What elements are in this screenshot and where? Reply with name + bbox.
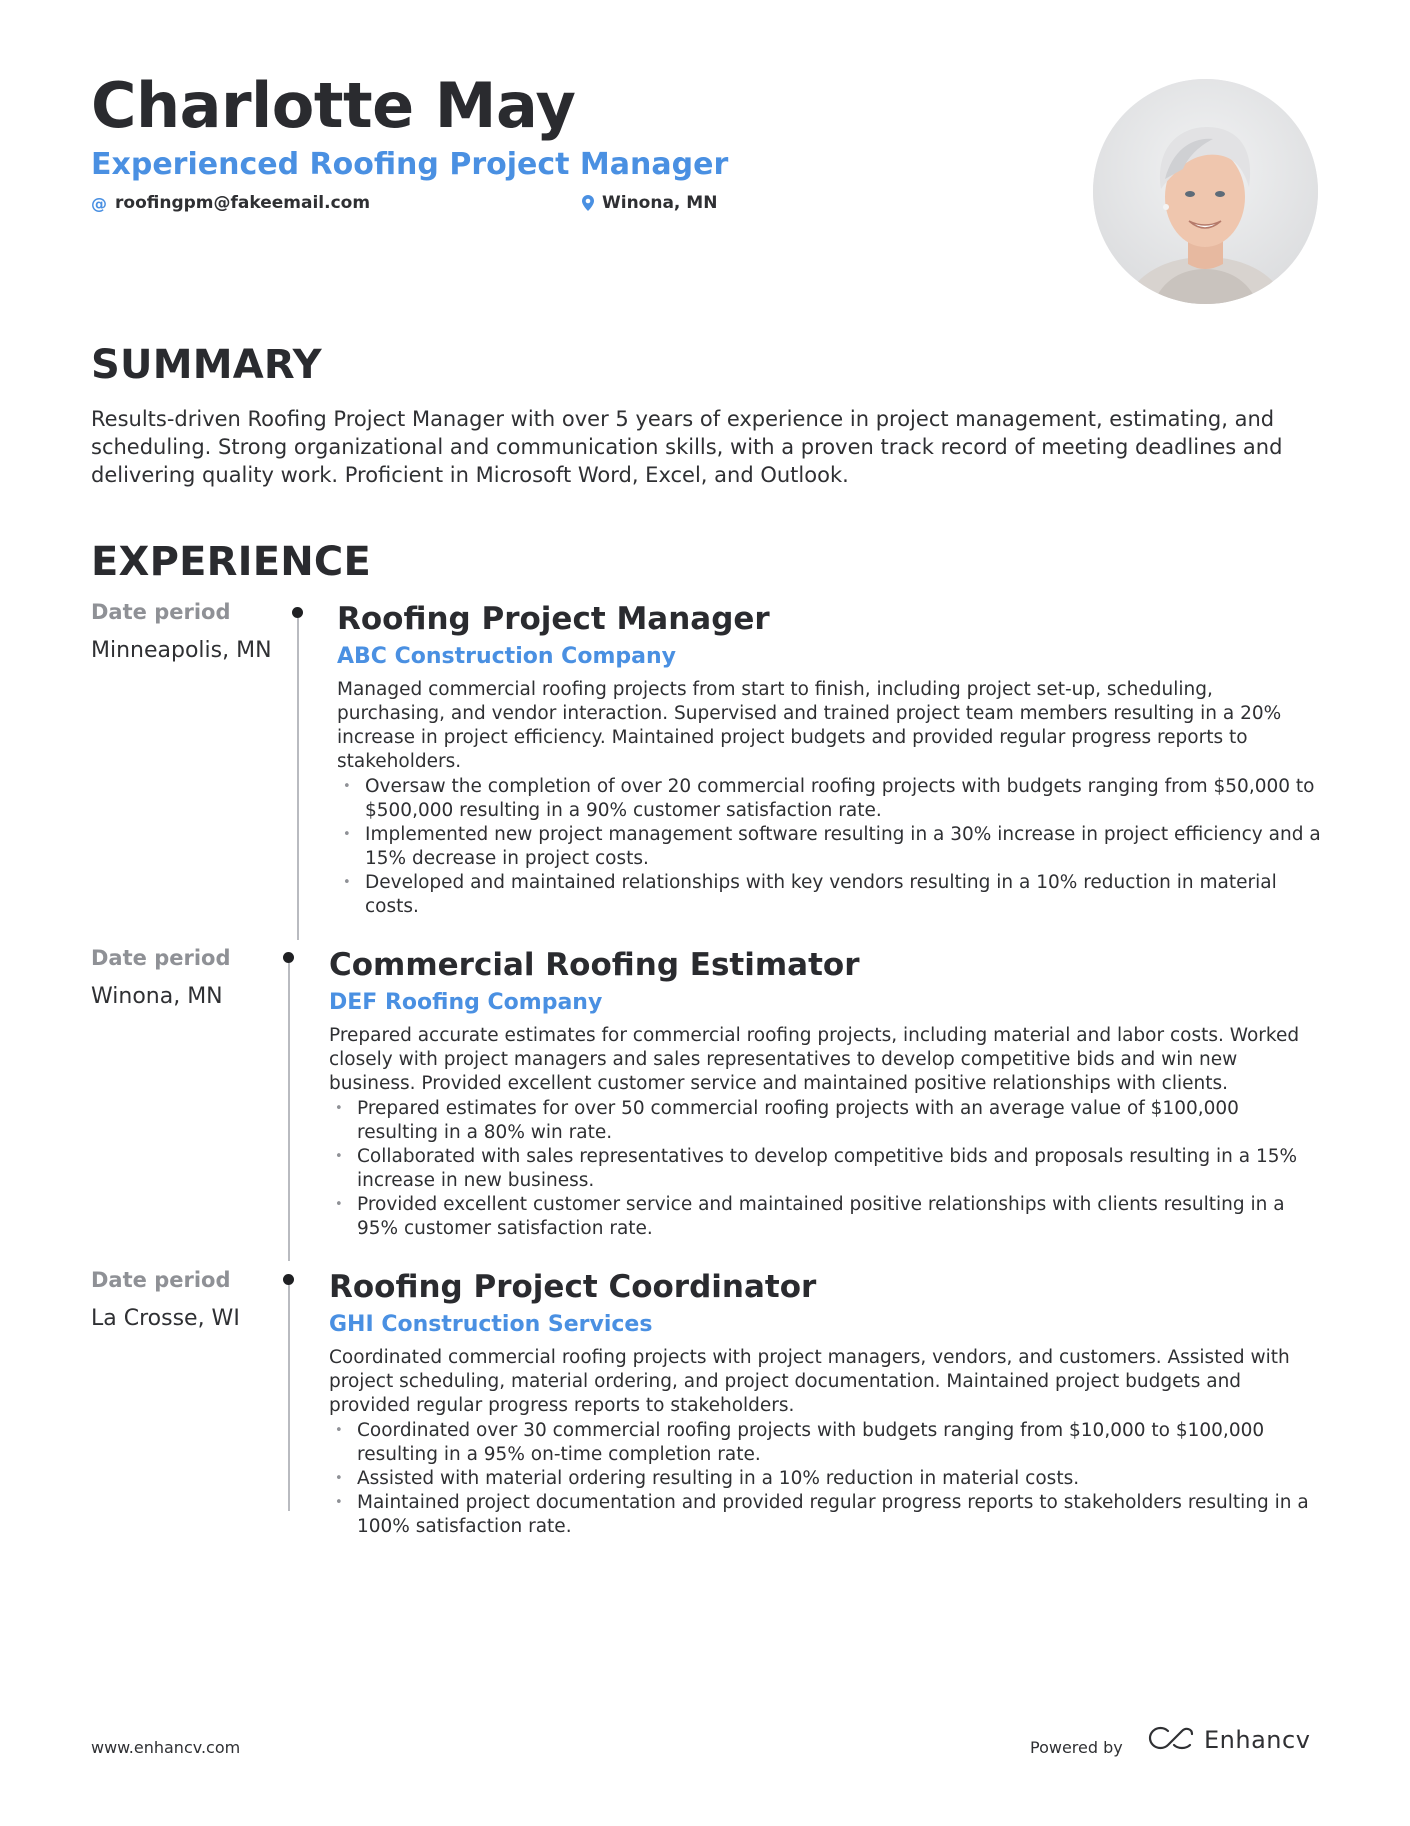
entry-bullets [329,1097,1319,1241]
contact-email[interactable] [91,193,370,213]
entry-description: Managed commercial roofing projects from start to finish, including project set-up, scheduling, purchasing, and vendor interaction. Supervised and trained project team members resulting in a 20% increase in project efficiency. Maintained project budgets and provided regular progress reports to stakeholders. [337,679,1282,772]
entry-role: Roofing Project Manager [337,601,770,637]
bullet-icon: • [343,827,351,842]
email-text: roofingpm@fakeemail.com [115,193,371,213]
entry-location: Minneapolis, MN [91,638,272,663]
entry-date: Date period [91,946,231,970]
list-item: • Assisted with material ordering resulting in a 10% reduction in material costs. [335,1468,1080,1489]
bullet-icon: • [335,1423,343,1438]
bullet-icon: • [335,1149,343,1164]
bullet-icon: • [335,1101,343,1116]
footer-url[interactable]: www.enhancv.com [91,1738,241,1757]
bullet-icon: • [335,1495,343,1510]
summary-text: Results-driven Roofing Project Manager with over 5 years of experience in project management, estimating, and scheduling. Strong organizational and communication skills, with a proven track record of meeting deadlines and delivering quality work. Proficient in Microsoft Word, Excel, and Outlook. [91,407,1283,487]
entry-description: Prepared accurate estimates for commercial roofing projects, including material and labor costs. Worked closely with project managers and sales representatives to develop competitive bids and win new business. Provided excellent customer service and maintained positive relationships with clients. [329,1025,1300,1094]
timeline-dot [283,1274,294,1285]
summary-heading: SUMMARY [91,342,322,388]
bullet-icon: • [335,1197,343,1212]
candidate-name: Charlotte May [91,69,576,142]
entry-date: Date period [91,600,231,624]
entry-role: Commercial Roofing Estimator [329,947,860,983]
entry-bullets [337,775,1327,919]
list-item: • Coordinated over 30 commercial roofing projects with budgets ranging from $10,000 to $100,000 resulting in a 95% on-time completion rate. [335,1420,1265,1465]
entry-bullets [329,1419,1319,1539]
bullet-icon: • [343,779,351,794]
list-item: • Implemented new project management software resulting in a 30% increase in project efficiency and a 15% decrease in project costs. [343,824,1321,869]
bullet-icon: • [343,875,351,890]
brand-logo[interactable] [1148,1726,1310,1754]
at-icon: @ [91,193,107,213]
timeline-line [288,963,290,1261]
list-item: • Developed and maintained relationships with key vendors resulting in a 10% reduction in material costs. [343,872,1277,917]
entry-company: GHI Construction Services [329,1312,653,1337]
entry-company: DEF Roofing Company [329,990,603,1015]
contact-location [582,193,717,213]
candidate-title: Experienced Roofing Project Manager [91,147,729,182]
enhancv-logo-icon [1148,1726,1194,1754]
location-text: Winona, MN [602,193,718,213]
powered-by-label: Powered by [1030,1738,1123,1757]
timeline-line [288,1285,290,1511]
experience-heading: EXPERIENCE [91,539,371,585]
entry-location: Winona, MN [91,984,223,1009]
list-item: • Maintained project documentation and provided regular progress reports to stakeholders resulting in a 100% satisfaction rate. [335,1492,1309,1537]
list-item: • Collaborated with sales representatives to develop competitive bids and proposals resulting in a 15% increase in new business. [335,1146,1298,1191]
brand-name: Enhancv [1204,1726,1311,1754]
entry-location: La Crosse, WI [91,1306,240,1331]
list-item: • Prepared estimates for over 50 commercial roofing projects with an average value of $100,000 resulting in a 80% win rate. [335,1098,1239,1143]
list-item: • Oversaw the completion of over 20 commercial roofing projects with budgets ranging from $50,000 to $500,000 resulting in a 90% customer satisfaction rate. [343,776,1315,821]
timeline-dot [292,607,303,618]
entry-date: Date period [91,1268,231,1292]
entry-description: Coordinated commercial roofing projects with project managers, vendors, and customers. Assisted with project scheduling, material ordering, and project documentation. Maintained project budgets and provided regular progress reports to stakeholders. [329,1347,1290,1416]
list-item: • Provided excellent customer service and maintained positive relationships with clients resulting in a 95% customer satisfaction rate. [335,1194,1285,1239]
map-pin-icon [582,195,594,211]
entry-company: ABC Construction Company [337,644,676,669]
timeline-line [297,618,299,940]
bullet-icon: • [335,1471,343,1486]
profile-photo [1093,79,1318,304]
entry-role: Roofing Project Coordinator [329,1269,817,1305]
timeline-dot [283,952,294,963]
